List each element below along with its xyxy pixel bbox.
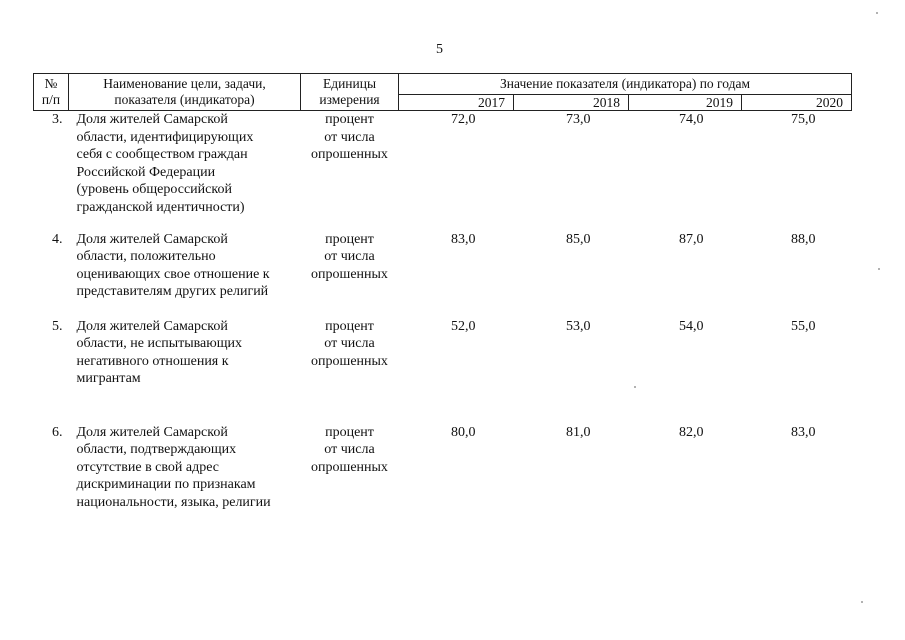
table-row: [34, 318, 852, 424]
header-year-2020: 2020: [742, 95, 852, 111]
header-year-2017: 2017: [399, 95, 514, 111]
value-2020: 88,0: [791, 231, 816, 247]
unit-of-measure: процент от числа опрошенных: [311, 424, 388, 475]
value-2018: 81,0: [566, 424, 591, 440]
value-2017: 52,0: [451, 318, 476, 334]
header-number: № п/п: [34, 74, 69, 111]
value-2018: 53,0: [566, 318, 591, 334]
value-2018: 73,0: [566, 112, 591, 127]
indicator-table: [33, 73, 852, 519]
value-2019: 82,0: [679, 424, 704, 440]
value-2020: 55,0: [791, 318, 816, 334]
table-row: [34, 424, 852, 519]
header-name: Наименование цели, задачи, показателя (индикатора): [69, 74, 301, 111]
scan-speck: [861, 601, 863, 603]
scan-speck: [878, 268, 880, 270]
unit-of-measure: процент от числа опрошенных: [311, 231, 388, 282]
scan-speck: [876, 12, 878, 14]
row-number: 3.: [52, 112, 63, 127]
value-2017: 83,0: [451, 231, 476, 247]
header-values-group: Значение показателя (индикатора) по годам: [399, 74, 852, 95]
scan-speck: [634, 386, 636, 388]
indicator-name: Доля жителей Самарской области, подтверждающих отсутствие в свой адрес дискриминации по признакам национальности, языка, религии: [76, 424, 271, 510]
table-row: [34, 231, 852, 318]
row-number: 6.: [52, 424, 63, 440]
header-year-2018: 2018: [514, 95, 629, 111]
page-number: 5: [436, 42, 443, 57]
unit-of-measure: процент от числа опрошенных: [311, 112, 388, 162]
indicator-name: Доля жителей Самарской области, идентифицирующих себя с сообществом граждан Российской Федерации (уровень общероссийской гражданской идентичности): [76, 112, 254, 215]
value-2019: 54,0: [679, 318, 704, 334]
row-number: 5.: [52, 318, 63, 334]
table-row: [34, 111, 852, 231]
value-2019: 74,0: [679, 112, 704, 127]
header-year-2019: 2019: [629, 95, 742, 111]
header-unit: Единицы измерения: [301, 74, 399, 111]
row-number: 4.: [52, 231, 63, 247]
value-2020: 83,0: [791, 424, 816, 440]
indicator-name: Доля жителей Самарской области, положительно оценивающих свое отношение к представителям других религий: [76, 231, 270, 299]
value-2020: 75,0: [791, 112, 816, 127]
unit-of-measure: процент от числа опрошенных: [311, 318, 388, 369]
indicator-name: Доля жителей Самарской области, не испытывающих негативного отношения к мигрантам: [76, 318, 243, 386]
value-2018: 85,0: [566, 231, 591, 247]
value-2017: 80,0: [451, 424, 476, 440]
value-2017: 72,0: [451, 112, 476, 127]
value-2019: 87,0: [679, 231, 704, 247]
